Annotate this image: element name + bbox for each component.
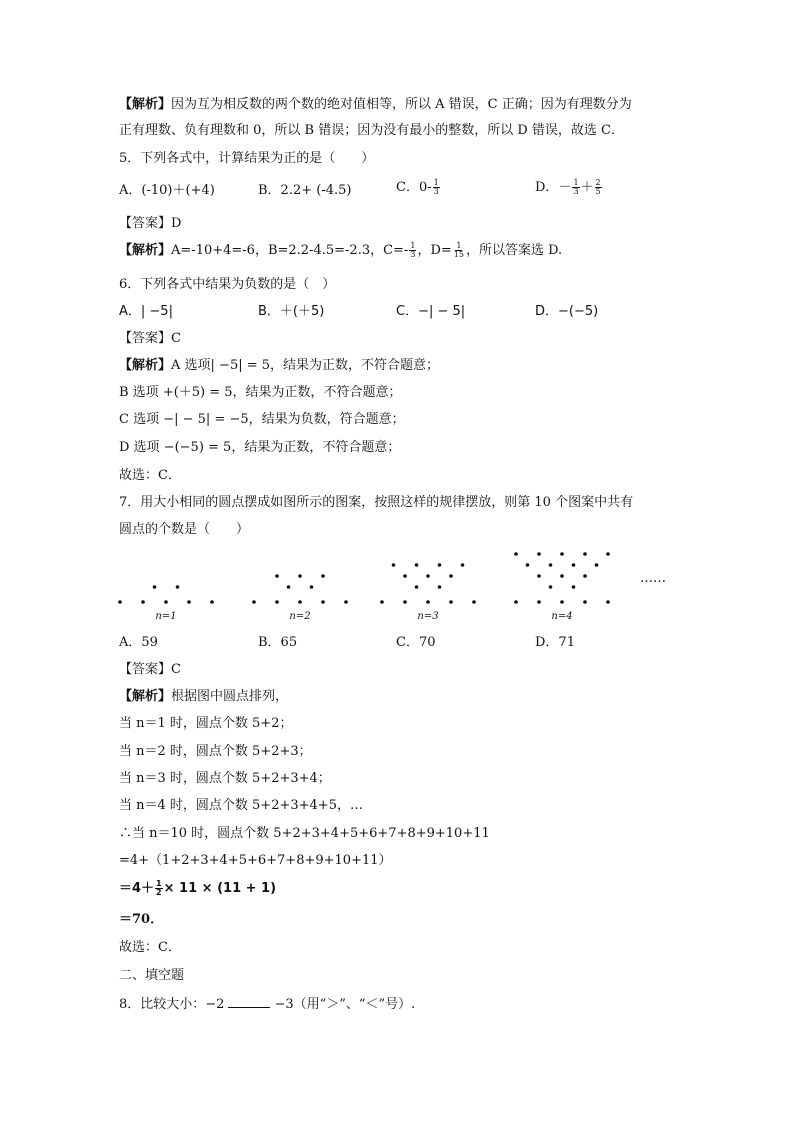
- dot: [583, 600, 587, 604]
- q5-option-b: B．2.2+ (-4.5): [258, 183, 352, 198]
- dot: [403, 600, 407, 604]
- q5-option-d-prefix: D．－: [535, 180, 572, 195]
- dot: [583, 574, 587, 578]
- q6-analysis-line-3: C 选项 −| − 5| = −5，结果为负数，符合题意；: [119, 412, 405, 427]
- q6-answer: 【答案】C: [119, 331, 181, 346]
- q7-analysis-text-1: 根据图中圆点排列，: [171, 689, 289, 704]
- q6-option-a: A．| −5|: [119, 304, 173, 319]
- dot: [426, 600, 430, 604]
- dot: [275, 574, 279, 578]
- dot: [572, 563, 576, 567]
- q7-formula-suffix: × 11 × (11 + 1): [163, 881, 277, 896]
- fraction-denominator: 5: [595, 187, 601, 196]
- dot: [275, 600, 279, 604]
- dot: [344, 600, 348, 604]
- dot: [298, 574, 302, 578]
- fraction: [433, 179, 440, 196]
- fraction-numerator: 1: [573, 178, 579, 187]
- q5-option-d: [535, 179, 603, 197]
- plus-sign: ＋: [580, 180, 594, 195]
- dot: [380, 600, 384, 604]
- q4-analysis-line-2: 正有理数、负有理数和 0，所以 B 错误；因为没有最小的整数，所以 D 错误，故选 C．: [119, 123, 624, 138]
- dot: [537, 552, 541, 556]
- q5-option-c: [396, 179, 441, 197]
- q6-analysis-line-1: [119, 357, 439, 375]
- pattern-label: n=3: [417, 611, 439, 622]
- dot: [321, 600, 325, 604]
- fraction-numerator: 2: [595, 178, 601, 187]
- q5-answer: 【答案】D: [119, 216, 182, 231]
- dot-pattern-4: [514, 552, 610, 622]
- dot: [176, 585, 180, 589]
- dot: [560, 600, 564, 604]
- dot: [461, 563, 465, 567]
- q6-option-b: B．＋(＋5): [258, 304, 325, 319]
- fraction: [595, 179, 602, 196]
- q5-analysis: [119, 242, 562, 260]
- q6-analysis-text-1: A 选项| −5| = 5，结果为正数，不符合题意；: [171, 358, 440, 373]
- pattern-label: n=1: [155, 611, 177, 622]
- section-heading: 二、填空题: [119, 968, 185, 983]
- q7-analysis-line-1: [119, 688, 288, 706]
- fraction-denominator: 3: [410, 250, 416, 259]
- q5-analysis-part-a: A=-10+4=-6，B=2.2-4.5=-2.3，C=-: [171, 243, 409, 258]
- dot: [118, 600, 122, 604]
- q8-prefix: 8．比较大小：−2: [119, 997, 225, 1012]
- dot: [187, 600, 191, 604]
- q7-option-c: C．70: [396, 635, 436, 650]
- fraction: [453, 242, 465, 259]
- dot: [514, 552, 518, 556]
- q8-suffix: −3（用“＞”、“＜”号）.: [274, 997, 416, 1012]
- answer-blank[interactable]: [228, 995, 270, 1008]
- fraction-numerator: 1: [156, 879, 162, 888]
- dot: [606, 600, 610, 604]
- dot: [298, 600, 302, 604]
- dot: [560, 574, 564, 578]
- dot: [549, 585, 553, 589]
- q7-option-b: B．65: [258, 635, 298, 650]
- q7-analysis-line-8: [119, 880, 276, 898]
- figure-ellipsis: ……: [640, 571, 666, 586]
- fraction: [572, 179, 579, 196]
- dot: [164, 600, 168, 604]
- dot: [526, 563, 530, 567]
- q7-analysis-line-5: 当 n＝4 时，圆点个数 5+2+3+4+5，…: [119, 798, 363, 813]
- dot: [449, 600, 453, 604]
- pattern-label: n=2: [289, 611, 311, 622]
- dot: [560, 552, 564, 556]
- dot: [438, 585, 442, 589]
- dot: [606, 552, 610, 556]
- q7-formula-prefix: ＝4＋: [119, 881, 155, 896]
- dot: [514, 600, 518, 604]
- q5-analysis-part-b: ，D=: [417, 243, 452, 258]
- q5-analysis-end: ，所以答案选 D.: [465, 243, 563, 258]
- fraction-numerator: 1: [433, 178, 439, 187]
- fraction-denominator: 2: [156, 888, 162, 897]
- dot-pattern-1: [118, 585, 214, 622]
- dot: [310, 585, 314, 589]
- dot: [572, 585, 576, 589]
- q5-option-a: A．(-10)＋(+4): [119, 183, 215, 198]
- dot: [287, 585, 291, 589]
- q8-stem: [119, 995, 415, 1014]
- dot: [426, 574, 430, 578]
- dot: [472, 600, 476, 604]
- dot-pattern-2: [252, 574, 348, 622]
- q7-analysis-line-3: 当 n＝2 时，圆点个数 5+2+3；: [119, 744, 312, 759]
- q4-analysis-line-1: [119, 96, 632, 114]
- q6-analysis-line-5: 故选：C．: [119, 468, 181, 483]
- dot: [537, 600, 541, 604]
- q4-analysis-text-1: 因为互为相反数的两个数的绝对值相等，所以 A 错误，C 正确；因为有理数分为: [171, 97, 632, 112]
- q7-analysis-line-7: =4+（1+2+3+4+5+6+7+8+9+10+11）: [119, 853, 392, 868]
- dot: [583, 552, 587, 556]
- q7-answer: 【答案】C: [119, 662, 181, 677]
- q6-analysis-line-2: B 选项 +(＋5) = 5，结果为正数，不符合题意；: [119, 385, 402, 400]
- dot: [595, 563, 599, 567]
- q7-analysis-line-9: ＝70．: [119, 912, 164, 927]
- dot: [537, 574, 541, 578]
- q7-analysis-line-2: 当 n＝1 时，圆点个数 5+2；: [119, 716, 293, 731]
- dot: [449, 574, 453, 578]
- fraction-numerator: 1: [410, 241, 416, 250]
- fraction: [409, 242, 416, 259]
- q7-analysis-line-4: 当 n＝3 时，圆点个数 5+2+3+4；: [119, 771, 331, 786]
- dot: [438, 563, 442, 567]
- dot: [210, 600, 214, 604]
- q7-option-a: A．59: [119, 635, 158, 650]
- q5-stem: 5．下列各式中，计算结果为正的是（ ）: [119, 151, 375, 166]
- q7-analysis-line-6: ∴当 n＝10 时，圆点个数 5+2+3+4+5+6+7+8+9+10+11: [119, 826, 490, 841]
- dot: [252, 600, 256, 604]
- dot: [415, 563, 419, 567]
- dot: [403, 574, 407, 578]
- dot: [141, 600, 145, 604]
- fraction-denominator: 3: [433, 187, 439, 196]
- dot-pattern-3: [380, 563, 476, 622]
- q6-stem: 6．下列各式中结果为负数的是（ ）: [119, 277, 336, 292]
- dot: [415, 585, 419, 589]
- analysis-tag: 【解析】: [119, 97, 172, 112]
- q5-option-c-prefix: C．0-: [396, 180, 432, 195]
- fraction-denominator: 15: [453, 250, 464, 259]
- q7-stem-line-2: 圆点的个数是（ ）: [119, 522, 250, 537]
- q7-stem-line-1: 7．用大小相同的圆点摆成如图所示的图案，按照这样的规律摆放，则第 10 个图案中共有: [119, 495, 634, 510]
- analysis-tag: 【解析】: [119, 689, 172, 704]
- dot: [153, 585, 157, 589]
- dot-pattern-figure: [110, 540, 630, 630]
- fraction: [155, 880, 163, 897]
- fraction-numerator: 1: [456, 241, 462, 250]
- analysis-tag: 【解析】: [119, 243, 172, 258]
- fraction-denominator: 3: [573, 187, 579, 196]
- q7-analysis-line-10: 故选：C．: [119, 940, 181, 955]
- dot: [392, 563, 396, 567]
- pattern-label: n=4: [551, 611, 573, 622]
- analysis-tag: 【解析】: [119, 358, 172, 373]
- dot: [549, 563, 553, 567]
- q6-option-d: D．−(−5): [535, 304, 599, 319]
- q6-option-c: C．−| − 5|: [396, 304, 466, 319]
- q6-analysis-line-4: D 选项 −(−5) = 5，结果为正数，不符合题意；: [119, 440, 401, 455]
- dot: [321, 574, 325, 578]
- q7-option-d: D．71: [535, 635, 575, 650]
